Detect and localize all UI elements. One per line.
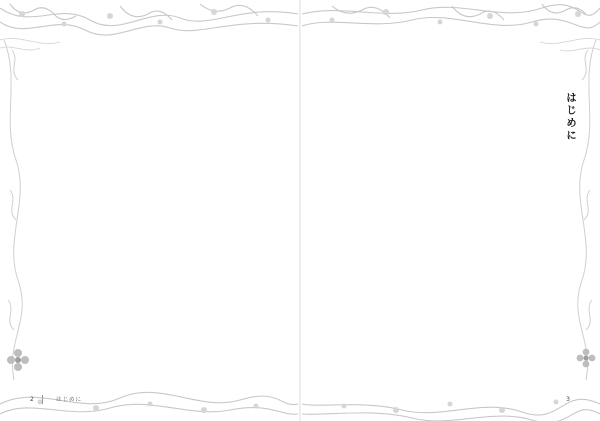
right-body-text bbox=[324, 60, 552, 360]
bottom-ornament-left bbox=[0, 364, 298, 421]
page-number-left: 2 bbox=[30, 396, 34, 403]
top-ornament-right bbox=[302, 0, 600, 60]
chapter-heading: はじめに bbox=[565, 92, 577, 142]
flower-ornament-right bbox=[574, 346, 598, 370]
left-body-text bbox=[38, 55, 274, 355]
top-ornament-left bbox=[0, 0, 298, 60]
flower-ornament-left bbox=[4, 346, 32, 374]
page-number-right: 3 bbox=[566, 396, 570, 403]
running-head: はじめに bbox=[56, 397, 83, 403]
left-side-ornament bbox=[0, 40, 30, 380]
left-page bbox=[0, 0, 298, 421]
folio-divider bbox=[42, 395, 43, 404]
gutter bbox=[299, 0, 301, 421]
right-page bbox=[302, 0, 600, 421]
right-side-ornament bbox=[570, 40, 600, 380]
bottom-ornament-right bbox=[302, 364, 600, 421]
